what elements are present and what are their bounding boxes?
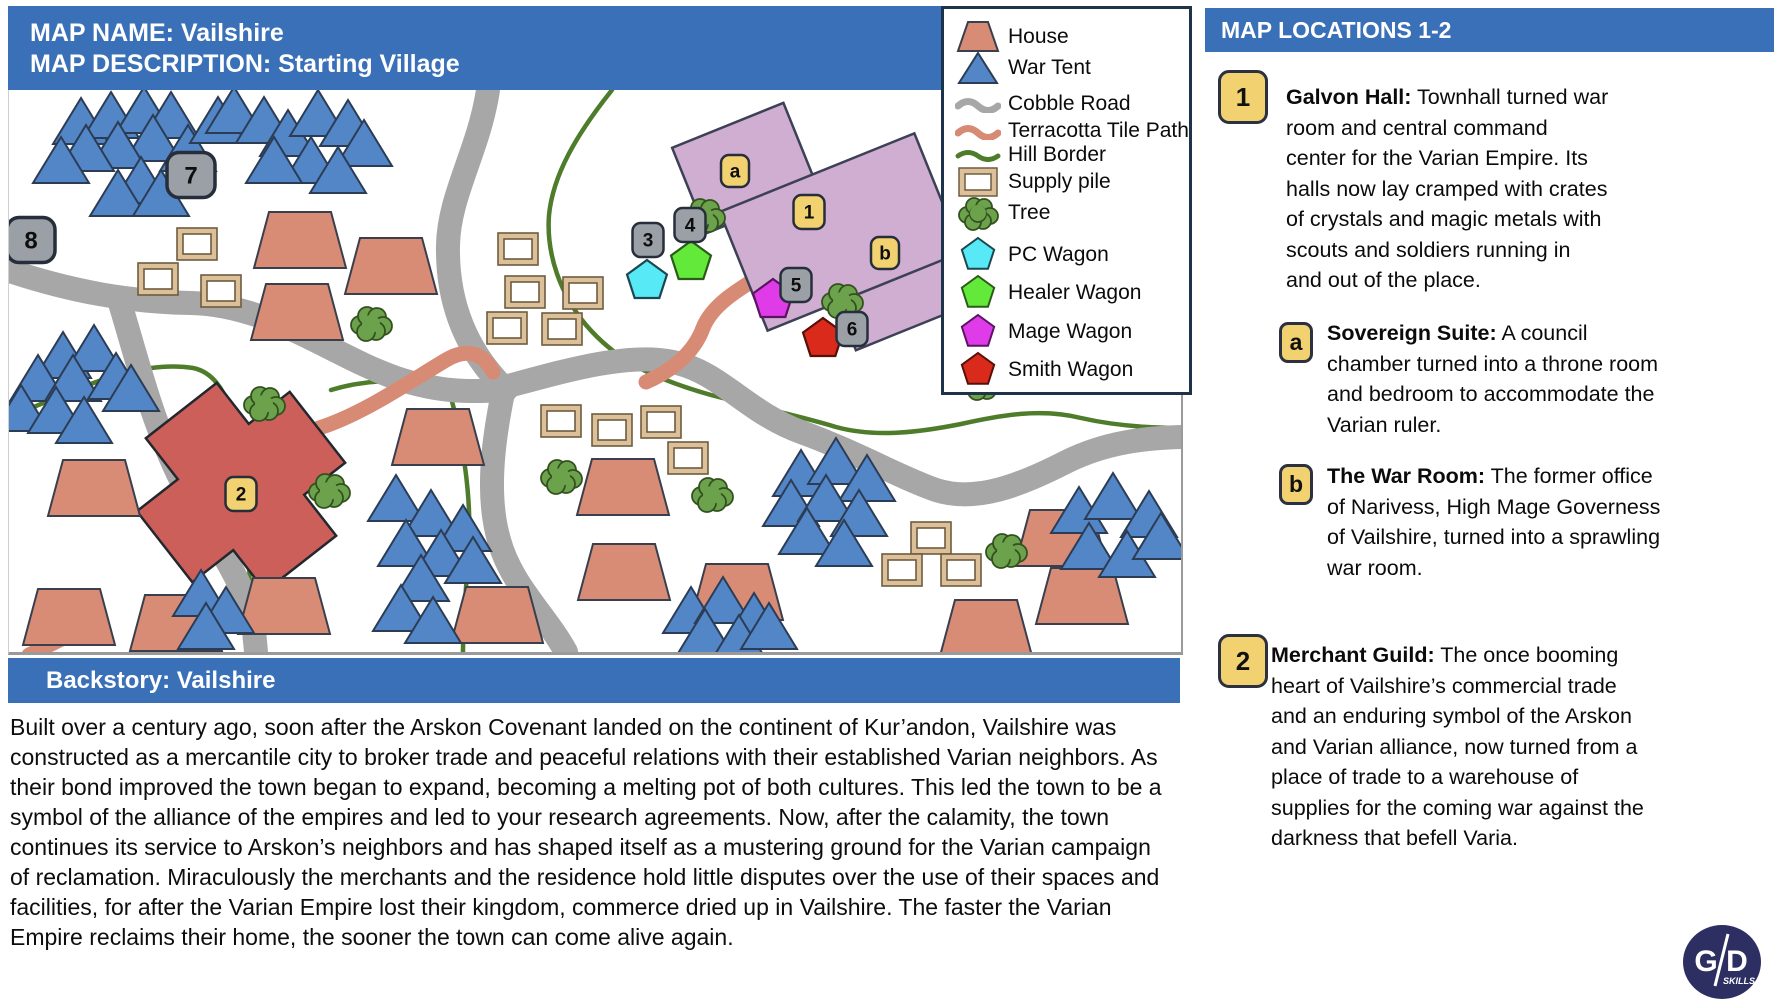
locations-title-bar: [1205, 8, 1774, 52]
house-shape: [345, 238, 437, 294]
supply-pile-shape: [541, 405, 581, 437]
map-legend: [941, 6, 1192, 395]
location-a-title: Sovereign Suite:: [1327, 321, 1497, 345]
svg-text:7: 7: [184, 162, 198, 190]
map-marker-2: [226, 477, 257, 511]
tent-icon: [952, 50, 1004, 86]
supply-pile-shape: [498, 233, 538, 265]
house-shape: [238, 578, 330, 634]
legend-item-war-tent: [944, 50, 1189, 86]
map-marker-b: [871, 237, 899, 269]
house-shape: [251, 284, 343, 340]
location-badge-1: 1: [1218, 70, 1268, 124]
war-tent-shape: [1085, 473, 1141, 519]
legend-label: Mage Wagon: [1008, 320, 1133, 343]
backstory-title-bar: [8, 658, 1180, 703]
backstory-title: Backstory: Vailshire: [46, 667, 276, 694]
svg-text:2: 2: [235, 484, 247, 506]
location-badge-a: a: [1279, 322, 1313, 363]
location-2-description: [1271, 640, 1649, 854]
house-shape: [578, 544, 670, 600]
supply-pile-shape: [941, 554, 981, 586]
location-a-description: [1327, 318, 1671, 440]
supply-pile-shape: [505, 276, 545, 308]
supply-pile-shape: [641, 406, 681, 438]
supply-pile-shape: [487, 312, 527, 344]
pc-wagon-shape: [627, 260, 667, 298]
location-2-body: The once booming heart of Vailshire’s commercial trade and an enduring symbol of the Arskon and Varian alliance, now turned from a place of trade to a warehouse of supplies for the coming war against the darkness that befell Varia.: [1271, 643, 1644, 850]
legend-item-mage-wagon: [944, 314, 1189, 350]
location-1-body: Townhall turned war room and central command center for the Varian Empire. Its halls now lay cramped with crates of crystals and magic metals with scouts and soldiers running in and out of the place.: [1286, 85, 1609, 292]
legend-item-tree: [944, 195, 1189, 231]
house-shape: [451, 587, 543, 643]
map-marker-7: [167, 153, 215, 198]
house-shape: [48, 460, 140, 516]
legend-label: House: [1008, 25, 1069, 48]
supply-pile-shape: [592, 414, 632, 446]
supply-pile-shape: [882, 554, 922, 586]
mage-icon: [952, 314, 1004, 350]
legend-label: Cobble Road: [1008, 92, 1131, 115]
tree-shape: [351, 307, 392, 341]
location-b-title: The War Room:: [1327, 464, 1486, 488]
locations-title: MAP LOCATIONS 1-2: [1221, 17, 1452, 43]
map-description-line: MAP DESCRIPTION: Starting Village: [30, 50, 460, 78]
legend-label: Supply pile: [1008, 170, 1111, 193]
backstory-text: Built over a century ago, soon after the Arskon Covenant landed on the continent of Kur’andon, Vailshire was constructed as a mercantile city to broker trade and peaceful relations with their established Varian neighbors. As their bond improved the town began to expand, becoming a melting pot of both cultures. This led the town to be a symbol of the alliance of the empires and led to your research agreements. Now, after the calamity, the town continues its service to Arskon’s neighbors and has shaped itself as a mustering ground for the Varian campaign of reclamation. Miraculously the merchants and the residence hold little disputes over the use of their spaces and facilities, for after the Varian Empire lost their kingdom, commerce dried up in Vailshire. The faster the Varian Empire reclaims their home, the sooner the town can come alive again.: [10, 714, 1162, 950]
tree-shape: [692, 478, 733, 512]
map-marker-1: [794, 195, 825, 229]
house-shape: [940, 600, 1032, 655]
supply-pile-shape: [138, 263, 178, 295]
svg-text:b: b: [879, 243, 891, 265]
supply-pile-shape: [177, 228, 217, 260]
map-marker-4: [675, 208, 706, 242]
legend-label: Tree: [1008, 201, 1051, 224]
smith-icon: [952, 352, 1004, 388]
healer-wagon-shape: [671, 241, 711, 279]
house-shape: [392, 409, 484, 465]
svg-text:5: 5: [790, 275, 802, 297]
svg-text:6: 6: [846, 319, 858, 341]
legend-label: PC Wagon: [1008, 243, 1109, 266]
svg-text:4: 4: [684, 215, 696, 237]
legend-label: Terracotta Tile Path: [1008, 119, 1189, 142]
legend-label: War Tent: [1008, 56, 1091, 79]
svg-text:8: 8: [24, 227, 38, 255]
legend-label: Healer Wagon: [1008, 281, 1142, 304]
gd-skills-logo: [1682, 924, 1762, 1000]
supply-pile-shape: [542, 313, 582, 345]
location-badge-2: 2: [1218, 634, 1268, 688]
legend-item-healer-wagon: [944, 275, 1189, 311]
logo-letter-g: G: [1694, 945, 1718, 978]
healer-icon: [952, 275, 1004, 311]
svg-text:a: a: [729, 161, 741, 183]
location-2-title: Merchant Guild:: [1271, 643, 1435, 667]
svg-text:1: 1: [803, 202, 815, 224]
tree-shape: [541, 460, 582, 494]
logo-letter-d: D: [1726, 945, 1748, 978]
location-badge-b: b: [1279, 464, 1313, 505]
supply-pile-shape: [563, 277, 603, 309]
supply-pile-shape: [911, 522, 951, 554]
house-shape: [23, 589, 115, 645]
legend-item-pc-wagon: [944, 237, 1189, 273]
location-1-description: [1286, 82, 1612, 296]
house-shape: [254, 212, 346, 268]
location-b-body: The former office of Narivess, High Mage Governess of Vailshire, turned into a sprawling war room.: [1327, 464, 1661, 580]
location-a-body: A council chamber turned into a throne room and bedroom to accommodate the Varian ruler.: [1327, 321, 1659, 437]
tree-icon: [952, 195, 1004, 231]
svg-text:3: 3: [642, 230, 654, 252]
map-marker-3: [633, 223, 664, 257]
map-marker-5: [781, 268, 812, 302]
supply-pile-shape: [201, 275, 241, 307]
map-marker-a: [721, 155, 749, 187]
supply-pile-shape: [668, 442, 708, 474]
location-1-title: Galvon Hall:: [1286, 85, 1412, 109]
logo-skills-text: SKILLS: [1722, 976, 1756, 986]
legend-label: Hill Border: [1008, 143, 1107, 166]
legend-label: Smith Wagon: [1008, 358, 1134, 381]
map-name-line: MAP NAME: Vailshire: [30, 19, 284, 47]
map-marker-8: [8, 218, 55, 263]
house-shape: [577, 459, 669, 515]
pc-icon: [952, 237, 1004, 273]
map-marker-6: [837, 312, 868, 346]
location-b-description: [1327, 461, 1671, 583]
legend-item-smith-wagon: [944, 352, 1189, 388]
